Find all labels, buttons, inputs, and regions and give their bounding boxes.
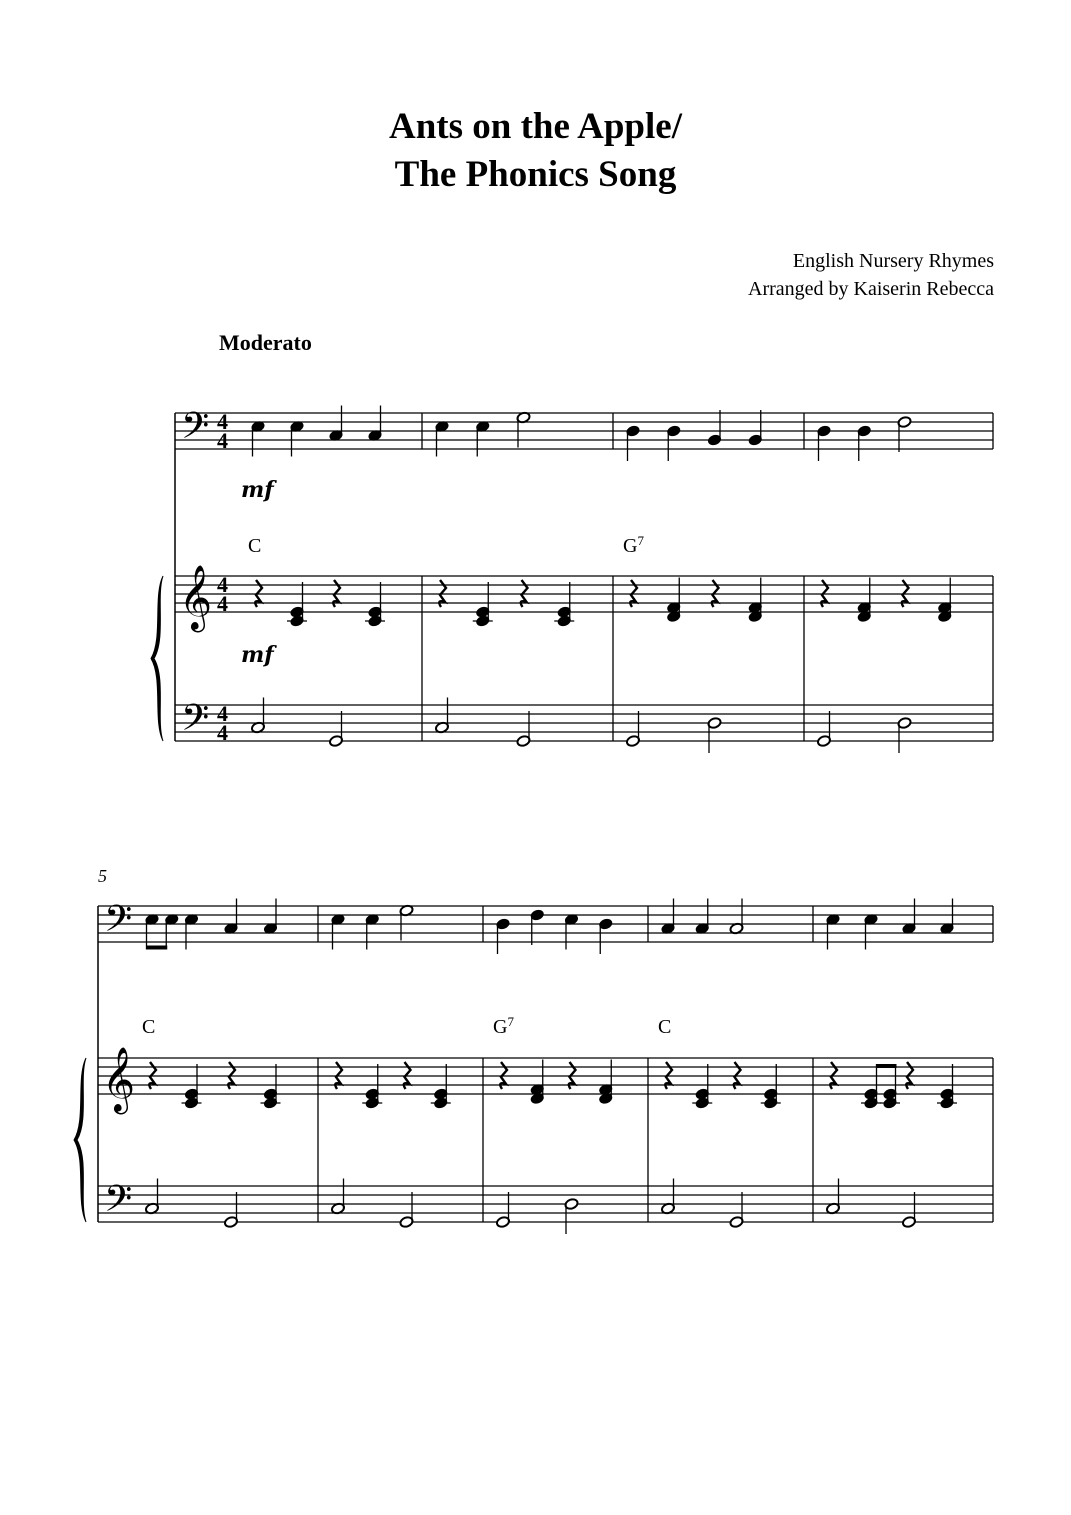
bass-clef-icon: 𝄢: [104, 1178, 133, 1229]
chord-symbol: $G^7$: [493, 1014, 514, 1038]
chord-symbol: C: [658, 1016, 672, 1038]
treble-clef-icon: 𝄞: [102, 1047, 136, 1112]
title-line-2: The Phonics Song: [394, 154, 677, 195]
bass-clef-icon: 𝄢: [104, 898, 133, 949]
time-signature-bottom: 4: [217, 591, 228, 616]
piano-brace-icon: [74, 1058, 86, 1222]
piano-brace-icon: [151, 576, 163, 741]
composer: English Nursery Rhymes: [792, 250, 994, 272]
dynamic-mark: mf: [241, 642, 274, 668]
measure-number: 5: [98, 866, 107, 886]
eighth-beam: [147, 946, 168, 950]
treble-clef-icon: 𝄞: [179, 565, 213, 630]
chord-symbol: C: [142, 1016, 156, 1038]
tempo-marking: Moderato: [219, 330, 312, 355]
eighth-beam: [877, 1064, 897, 1068]
chord-symbol: $G^7$: [623, 533, 644, 557]
time-signature-bottom: 4: [217, 720, 228, 745]
arranger: Arranged by Kaiserin Rebecca: [748, 278, 994, 300]
time-signature-bottom: 4: [217, 428, 228, 453]
time-signature-top: 4: [217, 409, 228, 434]
time-signature-top: 4: [217, 701, 228, 726]
chord-symbol: C: [248, 535, 262, 557]
chord-superscript: 7: [507, 1014, 514, 1029]
bass-clef-icon: 𝄢: [181, 405, 210, 456]
title-line-1: Ants on the Apple/: [389, 106, 682, 147]
dynamic-mark: mf: [241, 477, 274, 503]
bass-clef-icon: 𝄢: [181, 697, 210, 748]
time-signature-top: 4: [217, 572, 228, 597]
chord-superscript: 7: [637, 533, 644, 548]
